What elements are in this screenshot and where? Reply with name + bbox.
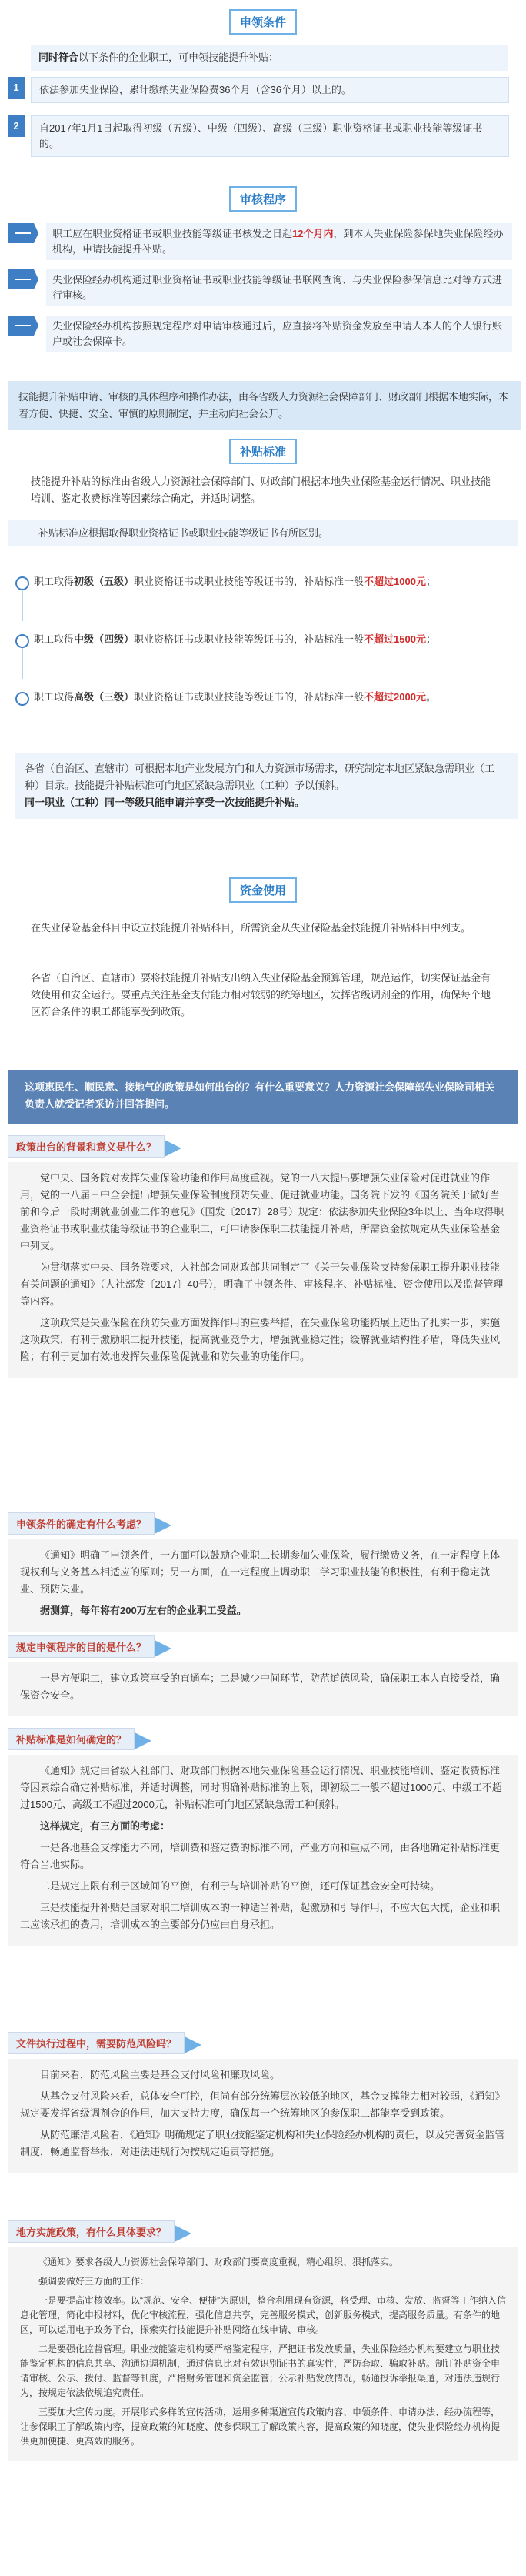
condition-text: 依法参加失业保险，累计缴纳失业保险费36个月（含36个月）以上的。 [31,77,509,103]
standard-heading: 补贴标准 [229,439,297,464]
double-dash-icon [8,269,38,289]
qa-item-3 [8,1635,518,1716]
qa-question: 申领条件的确定有什么考虑？ [8,1512,155,1535]
arrow-icon [155,1640,171,1657]
condition-item-2 [8,115,515,152]
procedure-step-2 [8,269,518,309]
qa-answer: 一是方便职工，建立政策享受的直通车；二是减少中间环节，防范道德风险，确保职工本人直接受益，确保资金安全。 [8,1662,518,1716]
arrow-icon [185,2036,201,2053]
qa-answer: 《通知》要求各级人力资源社会保障部门、财政部门要高度重视，精心组织、狠抓落实。 强调要做好三方面的工作： 一是要提高审核效率。以“规范、安全、便捷”为原则，整合利用现有资源，将受理、审核、发放、监督等工作纳入信息化管理，简化申报材料，优化审核流程，强化信息共享，完善服务模式，创新服务模式，提高服务质量。有条件的地区，可以运用电子政务平台，探索实行技能提升补贴网络在线申请、审核。 二是要强化监督管理。职业技能鉴定机构要严格鉴定程序，严把证书发放质量，失业保险经办机构要建立与职业技能鉴定机构的信息共享、沟通协调机制，通过信息比对有效识别证书的真实性，严防套取、骗取补贴。制订补贴资金申请审核、公示、拨付、监督等制度，严格财务管理和资金监管；公示补贴发放情况，畅通投诉举报渠道，对违法违规行为，按规定依法依规追究责任。 三要加大宣传力度。开展形式多样的宣传活动，运用多种渠道宣传政策内容、申领条件、申请办法、经办流程等，让参保职工了解政策内容，提高政策的知晓度、使参保职工了解政策内容，提高政策的知晓度，使失业保险经办机构提供更加便捷、更高效的服务。 [8,2247,518,2461]
standard-bar: 补贴标准应根据取得职业资格证书或职业技能等级证书有所区别。 [8,520,518,546]
condition-item-1 [8,77,515,108]
standard-level-3: 职工取得高级（三级）职业资格证书或职业技能等级证书的，补贴标准一般不超过2000元。 [8,689,518,732]
procedure-section [0,154,526,431]
conditions-section [0,0,526,154]
qa-item-4 [8,1728,518,1946]
qa-answer: 《通知》明确了申领条件，一方面可以鼓励企业职工长期参加失业保险，履行缴费义务，在一定程度上体现权利与义务基本相适应的原则；另一方面，在一定程度上调动职工学习职业技能的积极性，有利于稳定就业、预防失业。 据测算，每年将有200万左右的企业职工受益。 [8,1539,518,1632]
qa-question: 政策出台的背景和意义是什么？ [8,1135,165,1158]
arrow-icon [165,1140,181,1157]
triple-dash-icon [8,316,38,336]
standard-level-2: 职工取得中级（四级）职业资格证书或职业技能等级证书的，补贴标准一般不超过1500元； [8,631,518,674]
circle-icon [15,634,29,648]
procedure-step-text: 失业保险经办机构通过职业资格证书或职业技能等级证书联网查询、与失业保险参保信息比对等方式进行审核。 [46,269,512,306]
qa-answer: 《通知》规定由省级人社部门、财政部门根据本地失业保险基金运行情况、职业技能培训、鉴定收费标准等因素综合确定补贴标准，并适时调整，同时明确补贴标准的上限，即初级工一般不超过1000元、中级工不超过1500元、高级工不超过2000元，补贴标准可向地区紧缺急需工种倾斜。 这样规定，有三方面的考虑： 一是各地基金支撑能力不同，培训费和鉴定费的标准不同，产业方向和重点不同，由各地确定补贴标准更符合当地实际。 二是规定上限有利于区域间的平衡，有利于与培训补贴的平衡，还可保证基金安全可持续。 三是技能提升补贴是国家对职工培训成本的一种适当补贴，起激励和引导作用，不应大包大揽，企业和职工应该承担的费用，培训成本的主要部分仍应由自身承担。 [8,1755,518,1946]
qa-question: 补贴标准是如何确定的？ [8,1728,135,1750]
standard-section [0,431,526,862]
fund-section [0,862,526,1070]
arrow-icon [175,2225,191,2242]
qa-item-2 [8,1512,518,1632]
number-badge: 2 [8,115,25,137]
procedure-step-3 [8,316,518,356]
qa-intro: 这项惠民生、顺民意、接地气的政策是如何出台的？有什么重要意义？人力资源社会保障部失业保险司相关负责人就受记者采访并回答提问。 [8,1070,518,1124]
qa-question: 文件执行过程中，需要防范风险吗？ [8,2032,185,2054]
fund-paragraph-2: 各省（自治区、直辖市）要将技能提升补贴支出纳入失业保险基金预算管理，规范运作，切实保证基金有效使用和安全运行。要重点关注基金支付能力相对较弱的统筹地区，发挥省级调剂金的作用，确保每个地区符合条件的职工都能享受到政策。 [31,972,491,1017]
fund-heading: 资金使用 [229,877,297,903]
procedure-note: 技能提升补贴申请、审核的具体程序和操作办法，由各省级人力资源社会保障部门、财政部门根据本地实际，本着方便、快捷、安全、审慎的原则制定，并主动向社会公开。 [8,381,521,430]
standard-note: 各省（自治区、直辖市）可根据本地产业发展方向和人力资源市场需求，研究制定本地区紧缺急需职业（工种）目录。技能提升补贴标准可向地区紧缺急需职业（工种）予以倾斜。 同一职业（工种）同一等级只能申请并享受一次技能提升补贴。 [15,753,518,819]
arrow-icon [155,1517,171,1534]
conditions-heading: 申领条件 [229,9,297,35]
procedure-step-1 [8,223,518,263]
procedure-heading: 审核程序 [229,186,297,212]
qa-question: 规定申领程序的目的是什么？ [8,1635,155,1658]
procedure-step-text: 职工应在职业资格证书或职业技能等级证书核发之日起12个月内，到本人失业保险参保地失业保险经办机构，申请技能提升补贴。 [46,223,512,260]
condition-text: 自2017年1月1日起取得初级（五级）、中级（四级）、高级（三级）职业资格证书或职业技能等级证书的。 [31,115,509,157]
qa-item-6 [8,2220,518,2461]
arrow-icon [135,1732,151,1749]
standard-paragraph: 技能提升补贴的标准由省级人力资源社会保障部门、财政部门根据本地失业保险基金运行情况、职业技能培训、鉴定收费标准等因素综合确定，并适时调整。 [31,476,491,504]
procedure-step-text: 失业保险经办机构按照规定程序对申请审核通过后，应直接将补贴资金发放至申请人本人的个人银行账户或社会保障卡。 [46,316,512,352]
qa-item-1 [8,1135,518,1378]
qa-question: 地方实施政策，有什么具体要求？ [8,2220,175,2243]
qa-answer: 党中央、国务院对发挥失业保险功能和作用高度重视。党的十八大提出要增强失业保险对促进就业的作用，党的十八届三中全会提出增强失业保险制度预防失业、促进就业功能。国务院下发的《国务院关于做好当前和今后一段时期就业创业工作的意见》（国发〔2017〕28号）规定：依法参加失业保险3年以上、当年取得职业资格证书或职业技能等级证书的企业职工，可申请参保职工技能提升补贴，所需资金按规定从失业保险基金中列支。 为贯彻落实中央、国务院要求，人社部会同财政部共同制定了《关于失业保险支持参保职工提升职业技能有关问题的通知》（人社部发〔2017〕40号），明确了申领条件、审核程序、补贴标准、资金使用以及监督管理等内容。 这项政策是失业保险在预防失业方面发挥作用的重要举措，在失业保险功能拓展上迈出了扎实一步，实施这项政策，有利于激励职工提升技能，提高就业竞争力，增强就业稳定性；缓解就业结构性矛盾，降低失业风险；有利于更加有效地发挥失业保险促就业和防失业的功能作用。 [8,1162,518,1378]
standard-level-1: 职工取得初级（五级）职业资格证书或职业技能等级证书的，补贴标准一般不超过1000元； [8,573,518,616]
qa-item-5 [8,2032,518,2173]
circle-icon [15,692,29,706]
dash-icon [8,223,38,243]
fund-paragraph-1: 在失业保险基金科目中设立技能提升补贴科目，所需资金从失业保险基金技能提升补贴科目中列支。 [31,922,471,934]
circle-icon [15,576,29,590]
qa-answer: 目前来看，防范风险主要是基金支付风险和廉政风险。 从基金支付风险来看，总体安全可控，但尚有部分统筹层次较低的地区，基金支撑能力相对较弱，《通知》规定要发挥省级调剂金的作用，加大支持力度，确保每一个统筹地区的参保职工都能享受到政策。 从防范廉洁风险看，《通知》明确规定了职业技能鉴定机构和失业保险经办机构的责任，以及完善资金监管制度，畅通监督举报，对违法违规行为按规定追责等措施。 [8,2059,518,2173]
number-badge: 1 [8,77,25,99]
conditions-lead: 同时符合以下条件的企业职工，可申领技能提升补贴： [31,45,508,71]
